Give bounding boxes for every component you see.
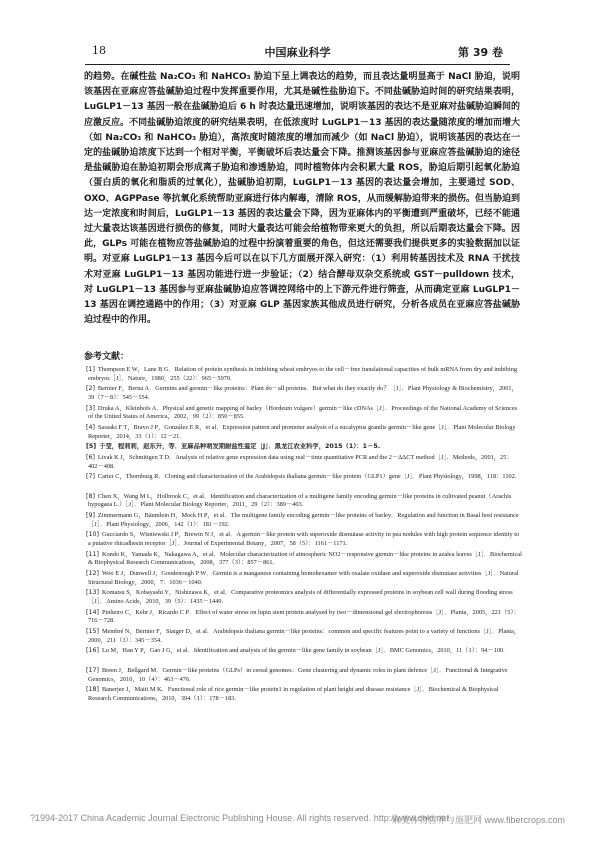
reference-item [84, 385, 522, 403]
reference-text: Carter C，Thornburg R．Cloning and characterization of the Arabidopsis thaliana germin－like protein（GLP1）gene［J］．Plant Physiology，1998，118：1102. [97, 473, 517, 481]
journal-title: 中国麻业科学 [264, 46, 331, 59]
reference-text: Woo E J，Dunwell J，Goodenough P W．Germin is a manganese containing homohexamer with oxalate oxidase and superoxide dismutase activities［J］．Natural Structural Biology，2000，7：1036－1040. [88, 569, 519, 586]
reference-item [84, 424, 522, 442]
reference-item [84, 473, 522, 491]
reference-number: [13] [86, 589, 99, 597]
discussion-paragraph: 的趋势。在碱性盐 Na₂CO₃ 和 NaHCO₃ 胁迫下呈上调表达的趋势，而且表达量明显高于 NaCl 胁迫，说明该基因在亚麻应答盐碱胁迫过程中发挥重要作用，尤其是碱性盐胁迫下。不同盐碱胁迫时间的研究结果表明，LuGLP1－13 基因一般在盐碱胁迫后 6 h 时表达量迅速增加，说明该基因的表达不是亚麻对盐碱胁迫瞬间的应激反应。不同盐碱胁迫浓度的研究结果表明，在低浓度时 LuGLP1－13 基因的表达量随浓度的增加而增大（如 Na₂CO₃ 和 NaHCO₃ 胁迫），高浓度时随浓度的增加而减少（如 NaCl 胁迫），说明该基因的表达在一定的盐碱胁迫浓度下达到一个相对平衡，平衡破坏后表达量会下降。推测该基因参与亚麻应答盐碱胁迫的途径是盐碱胁迫在胁迫初期会形成离子胁迫和渗透胁迫，同时植物体内会积累大量 ROS，胁迫后期引起氧化胁迫（蛋白质的氧化和脂质的过氧化），盐碱胁迫初期，LuGLP1－13 基因的表达量会增加，主要通过 SOD、OXO、AGPPase 等抗氧化系统帮助亚麻进行体内解毒，清除 ROS，从而缓解胁迫带来的损伤。但当胁迫到达一定浓度和时间后，LuGLP1－13 基因的表达量会下降，因为亚麻体内的平衡遭到严重破坏，已经不能通过大量表达该基因进行损伤的修复，同时大量表达可能会给植物带来更大的负担，所以后期表达量会下降。因此，GLPs 可能在植物应答盐碱胁迫的过程中扮演着重要的角色，但这还需要我们提供更多的实验数据加以证明。对亚麻 LuGLP1－13 基因今后可以在以下几方面展开深入研究：（1）利用转基因技术及 RNA 干扰技术对亚麻 LuGLP1－13 基因功能进行进一步验证；（2）结合酵母双杂交系统或 GST－pulldown 技术，对 LuGLP1－13 基因参与亚麻盐碱胁迫应答调控网络中的上下游元件进行筛查，从而确定亚麻 LuGLP1－13 基因在调控通路中的作用；（3）对亚麻 GLP 基因家族其他成员进行研究，分析各成员在亚麻应答盐碱胁迫过程中的作用。 [84, 72, 520, 326]
reference-text: Zimmermann G，Bäumlein H，Mock H P，et al．The multigene family encoding germin－like proteins of barley．Regulation and function in Basal host resistance［J］．Plant Physiology，2006，142（1）：181－192. [88, 511, 519, 528]
reference-list [84, 366, 522, 705]
page-header [92, 44, 503, 62]
reference-text: Thompson E W，Lane B G．Relation of protein synthesis in imbibing wheat embryos to the cell－free translational capacities of bulk mRNA from dry and imbibing embryos［J］．Nature，1980，255（22）：965－5970. [88, 366, 517, 382]
reference-item [84, 531, 522, 549]
page-number: 18 [92, 44, 106, 57]
references-heading: 参考文献： [84, 352, 130, 362]
reference-number: [8] [86, 492, 95, 500]
reference-text: Livak K J，Schmittgen T D．Analysis of relative gene expression data using real－time quantitative PCR and the 2－ΔΔCT method［J］．Methods，2001，25：402－408. [88, 453, 513, 470]
reference-number: [1] [86, 366, 95, 373]
reference-item [84, 493, 522, 511]
reference-text: Pinheiro C，Kehr J，Ricardo C P．Effect of water stress on lupin stem protein analysed by two－dimensional gel electrophoresis［J］．Planta，2005，221（5）：716－728. [88, 608, 520, 625]
reference-text: Bernier F，Berna A．Germins and germin－like proteins：Plant do－all proteins．But what do they exactly do？［J］．Plant Physiology & Biochemistry，2001，39（7－8）：545－554. [88, 385, 518, 402]
copyright-notice: ?1994-2017 China Academic Journal Electronic Publishing House. All rights reserved. http://www.cnki.net [30, 813, 449, 823]
reference-text: Membré N，Bernier F，Staiger D，et al．Arabidopsis thaliana germin－like proteins：common and specific features point to a variety of functions［J］．Planta，2000，211（3）：345－354. [88, 628, 521, 644]
reference-number: [14] [86, 608, 99, 616]
reference-item [84, 570, 522, 588]
reference-number: [2] [86, 385, 95, 393]
reference-text: Komatsu S，Kobayashi Y，Nishizawa K，et al．Comparative proteomics analysis of differentially expressed proteins in soybean cell wall during flooding stress［J］．Amino Acids，2010，39（5）：1435－1449. [88, 589, 513, 606]
reference-item [84, 686, 522, 704]
reference-number: [5] [86, 443, 97, 451]
reference-text: Breen J，Bellgard M．Germin－like proteins（GLPs）in cereal genomes：Gene clustering and dynamic roles in plant defence［J］．Functional & Integrative Genomics，2010，10（4）：463－476. [88, 666, 508, 683]
reference-text: Lu M，Han Y P，Gao J G，et al．Identification and analysis of the germin－like gene family in soybean［J］．BMC Genomics，2010，11（1）：94－100. [101, 647, 505, 655]
reference-number: [18] [86, 686, 99, 694]
reference-item [84, 366, 522, 384]
reference-item [84, 405, 522, 423]
reference-item [84, 628, 522, 646]
reference-number: [15] [86, 628, 99, 636]
volume-label: 第 39 卷 [458, 46, 503, 59]
reference-number: [11] [86, 550, 99, 558]
reference-text: Banerjee J，Maiti M K．Functional role of rice germin－like protein1 in regulation of plant height and disease resistance［J］．Biochemical & Biophysical Research Communications，2010，394（1）：178－183. [88, 686, 499, 702]
reference-text: Gucciardo S，Wisniewski J P，Brewin N J，et al．A germin－like protein with superoxide dismutase activity in pea nodules with high protein sequence identity to a putative rhicadhesin receptor［J］．Journal of Experimental Botany，2007，58（5）：1161－1171. [88, 531, 520, 548]
header-divider [85, 64, 510, 65]
reference-number: [7] [86, 473, 95, 481]
reference-item [84, 589, 522, 607]
reference-number: [6] [86, 453, 95, 461]
reference-text: Sassaki F T，Bravo J P，González E R，et al．Expression pattern and promoter analysis of a eucalyptus grandis germin－like gene［J］．Plant Molecular Biology Reporter，2014，33（1）：12－21. [88, 424, 516, 440]
reference-number: [3] [86, 404, 95, 412]
reference-number: [4] [86, 424, 95, 432]
reference-item [84, 667, 522, 685]
reference-number: [10] [86, 531, 99, 539]
reference-number: [9] [86, 511, 95, 519]
reference-item [84, 609, 522, 627]
reference-number: [16] [86, 647, 99, 655]
reference-item [84, 443, 522, 452]
reference-text: Druka A，Kleinhofs A．Physical and genetic mapping of barley（Hordeum vulgare）germin－like cDNAs［J］．Proceedings of the National Academy of Sciences of the United States of America，2002，99（2）：850－855. [88, 404, 518, 421]
reference-item [84, 454, 522, 472]
reference-text: Chen X，Wang M L，Holbrook C，et al．Identification and characterization of a multigene family encoding germin－like proteins in cultivated peanut（Arachis hypogaea L.）［J］．Plant Molecular Biology Reporter，2011，29（2）：389－403. [88, 492, 512, 509]
reference-number: [17] [86, 666, 99, 674]
reference-item [84, 551, 522, 569]
watermark-text: 麻类作物营养与施肥网 www.fibercrops.com [391, 815, 565, 825]
reference-item [84, 647, 522, 665]
reference-text: Kondo K，Yamada K，Nakagawa A，et al．Molecular characterization of atmospheric NO2－responsive germin－like proteins in azalea leaves［J］．Biochemical & Biophysical Research Communications，2008，377（3）：857－861. [88, 550, 522, 567]
reference-item [84, 512, 522, 530]
page-footer [30, 813, 565, 827]
reference-text: 于莹，程莉莉，赵东升，等．亚麻品种萌发期耐盐性鉴定［J］．黑龙江农业科学，2015（1）：1－5. [99, 443, 381, 451]
reference-number: [12] [86, 569, 99, 577]
